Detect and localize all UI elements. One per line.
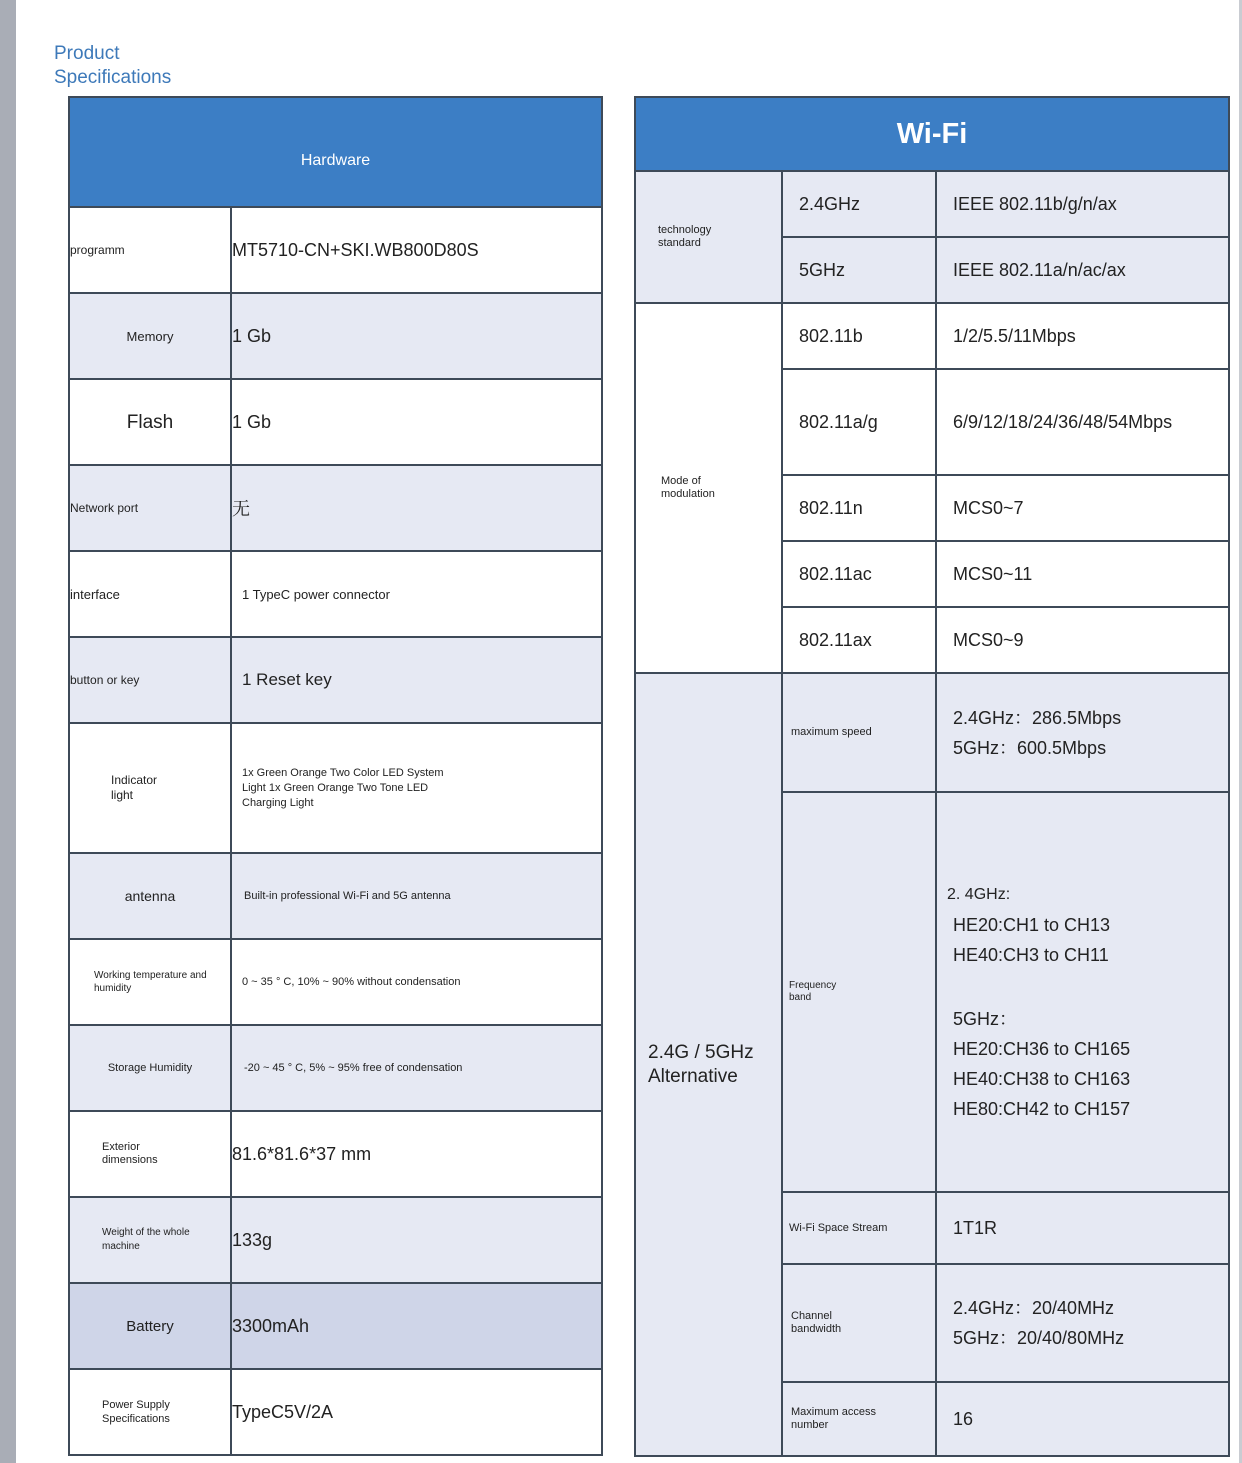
band-line: HE20:CH36 to CH165: [953, 1039, 1131, 1059]
hardware-table: [68, 96, 603, 1456]
sub-label: Maximum access number: [782, 1382, 936, 1456]
sub-label: 802.11n: [782, 475, 936, 541]
band-line: HE40:CH3 to CH11: [953, 945, 1109, 965]
band-line: 2. 4GHz:: [947, 886, 1011, 903]
category-label: 2.4G / 5GHz Alternative: [635, 673, 782, 1456]
sub-label: Channel bandwidth: [782, 1264, 936, 1382]
max-speed-line: 2.4GHz：286.5Mbps: [953, 707, 1122, 728]
table-row: [635, 303, 1229, 369]
bandwidth-line: 2.4GHz：20/40MHz: [953, 1298, 1115, 1318]
spec-label: button or key: [69, 637, 231, 723]
table-row: [635, 673, 1229, 792]
left-margin-strip: [0, 0, 16, 1463]
sub-label: maximum speed: [782, 673, 936, 792]
spec-label: Flash: [69, 379, 231, 465]
category-label: Mode of modulation: [635, 303, 782, 673]
spec-value: Built-in professional Wi-Fi and 5G antenna: [231, 853, 602, 939]
spec-value: 81.6*81.6*37 mm: [231, 1111, 602, 1197]
table-row: [69, 1025, 602, 1111]
spec-value: IEEE 802.11b/g/n/ax: [936, 171, 1229, 237]
table-row: [69, 293, 602, 379]
table-row: [69, 723, 602, 853]
table-row: [69, 465, 602, 551]
spec-label: Weight of the whole machine: [69, 1197, 231, 1283]
band-line: HE40:CH38 to CH163: [953, 1069, 1131, 1089]
bandwidth-line: 5GHz：20/40/80MHz: [953, 1328, 1125, 1348]
spec-value: 1 Gb: [231, 379, 602, 465]
table-row: [69, 207, 602, 293]
table-row: [69, 551, 602, 637]
spec-value: 16: [936, 1382, 1229, 1456]
spec-value: [936, 673, 1229, 792]
page-title: Product Specifications: [54, 43, 172, 88]
spec-label: Exterior dimensions: [69, 1111, 231, 1197]
spec-value: 1/2/5.5/11Mbps: [936, 303, 1229, 369]
spec-value: -20 ~ 45 ° C, 5% ~ 95% free of condensation: [231, 1025, 602, 1111]
sub-label: 802.11ax: [782, 607, 936, 673]
wifi-header: Wi-Fi: [635, 97, 1229, 171]
spec-value: MT5710-CN+SKI.WB800D80S: [231, 207, 602, 293]
table-row: [635, 171, 1229, 237]
spec-label: Battery: [69, 1283, 231, 1369]
table-row: [69, 853, 602, 939]
spec-value: TypeC5V/2A: [231, 1369, 602, 1455]
table-row: [69, 637, 602, 723]
spec-value: [936, 792, 1229, 1192]
sub-label: 802.11b: [782, 303, 936, 369]
spec-value: 1T1R: [936, 1192, 1229, 1264]
spec-label: Indicator light: [69, 723, 231, 853]
category-label: technology standard: [635, 171, 782, 303]
wifi-table: [634, 96, 1230, 1457]
spec-value: 无: [231, 465, 602, 551]
sub-label: Wi-Fi Space Stream: [782, 1192, 936, 1264]
spec-value: 0 ~ 35 ° C, 10% ~ 90% without condensation: [231, 939, 602, 1025]
spec-value: MCS0~7: [936, 475, 1229, 541]
sub-label: 2.4GHz: [782, 171, 936, 237]
spec-value: 1 Gb: [231, 293, 602, 379]
spec-label: Power Supply Specifications: [69, 1369, 231, 1455]
table-row: [69, 1197, 602, 1283]
hardware-header: Hardware: [69, 97, 602, 207]
sub-label: 5GHz: [782, 237, 936, 303]
band-line: 5GHz：: [953, 1009, 1018, 1029]
band-line: HE20:CH1 to CH13: [953, 915, 1111, 935]
table-row: [69, 1111, 602, 1197]
spec-label: Working temperature and humidity: [69, 939, 231, 1025]
spec-value: 1x Green Orange Two Color LED System Light 1x Green Orange Two Tone LED Charging Light: [231, 723, 602, 853]
spec-label: programm: [69, 207, 231, 293]
band-line: HE80:CH42 to CH157: [953, 1099, 1131, 1119]
table-row: [69, 1369, 602, 1455]
spec-value: MCS0~11: [936, 541, 1229, 607]
table-row: [69, 939, 602, 1025]
sub-label: 802.11a/g: [782, 369, 936, 475]
spec-value: MCS0~9: [936, 607, 1229, 673]
spec-value: IEEE 802.11a/n/ac/ax: [936, 237, 1229, 303]
band-gap: [953, 970, 1228, 1004]
spec-label: antenna: [69, 853, 231, 939]
spec-label: interface: [69, 551, 231, 637]
spec-value: 1 TypeC power connector: [231, 551, 602, 637]
max-speed-line: 5GHz：600.5Mbps: [953, 737, 1107, 758]
spec-label: Memory: [69, 293, 231, 379]
spec-value: [936, 1264, 1229, 1382]
table-row: [69, 1283, 602, 1369]
spec-label: Storage Humidity: [69, 1025, 231, 1111]
spec-value: 133g: [231, 1197, 602, 1283]
spec-value: 1 Reset key: [231, 637, 602, 723]
spec-value: 6/9/12/18/24/36/48/54Mbps: [936, 369, 1229, 475]
spec-label: Network port: [69, 465, 231, 551]
table-row: [69, 379, 602, 465]
spec-value: 3300mAh: [231, 1283, 602, 1369]
sub-label: Frequency band: [782, 792, 936, 1192]
sub-label: 802.11ac: [782, 541, 936, 607]
